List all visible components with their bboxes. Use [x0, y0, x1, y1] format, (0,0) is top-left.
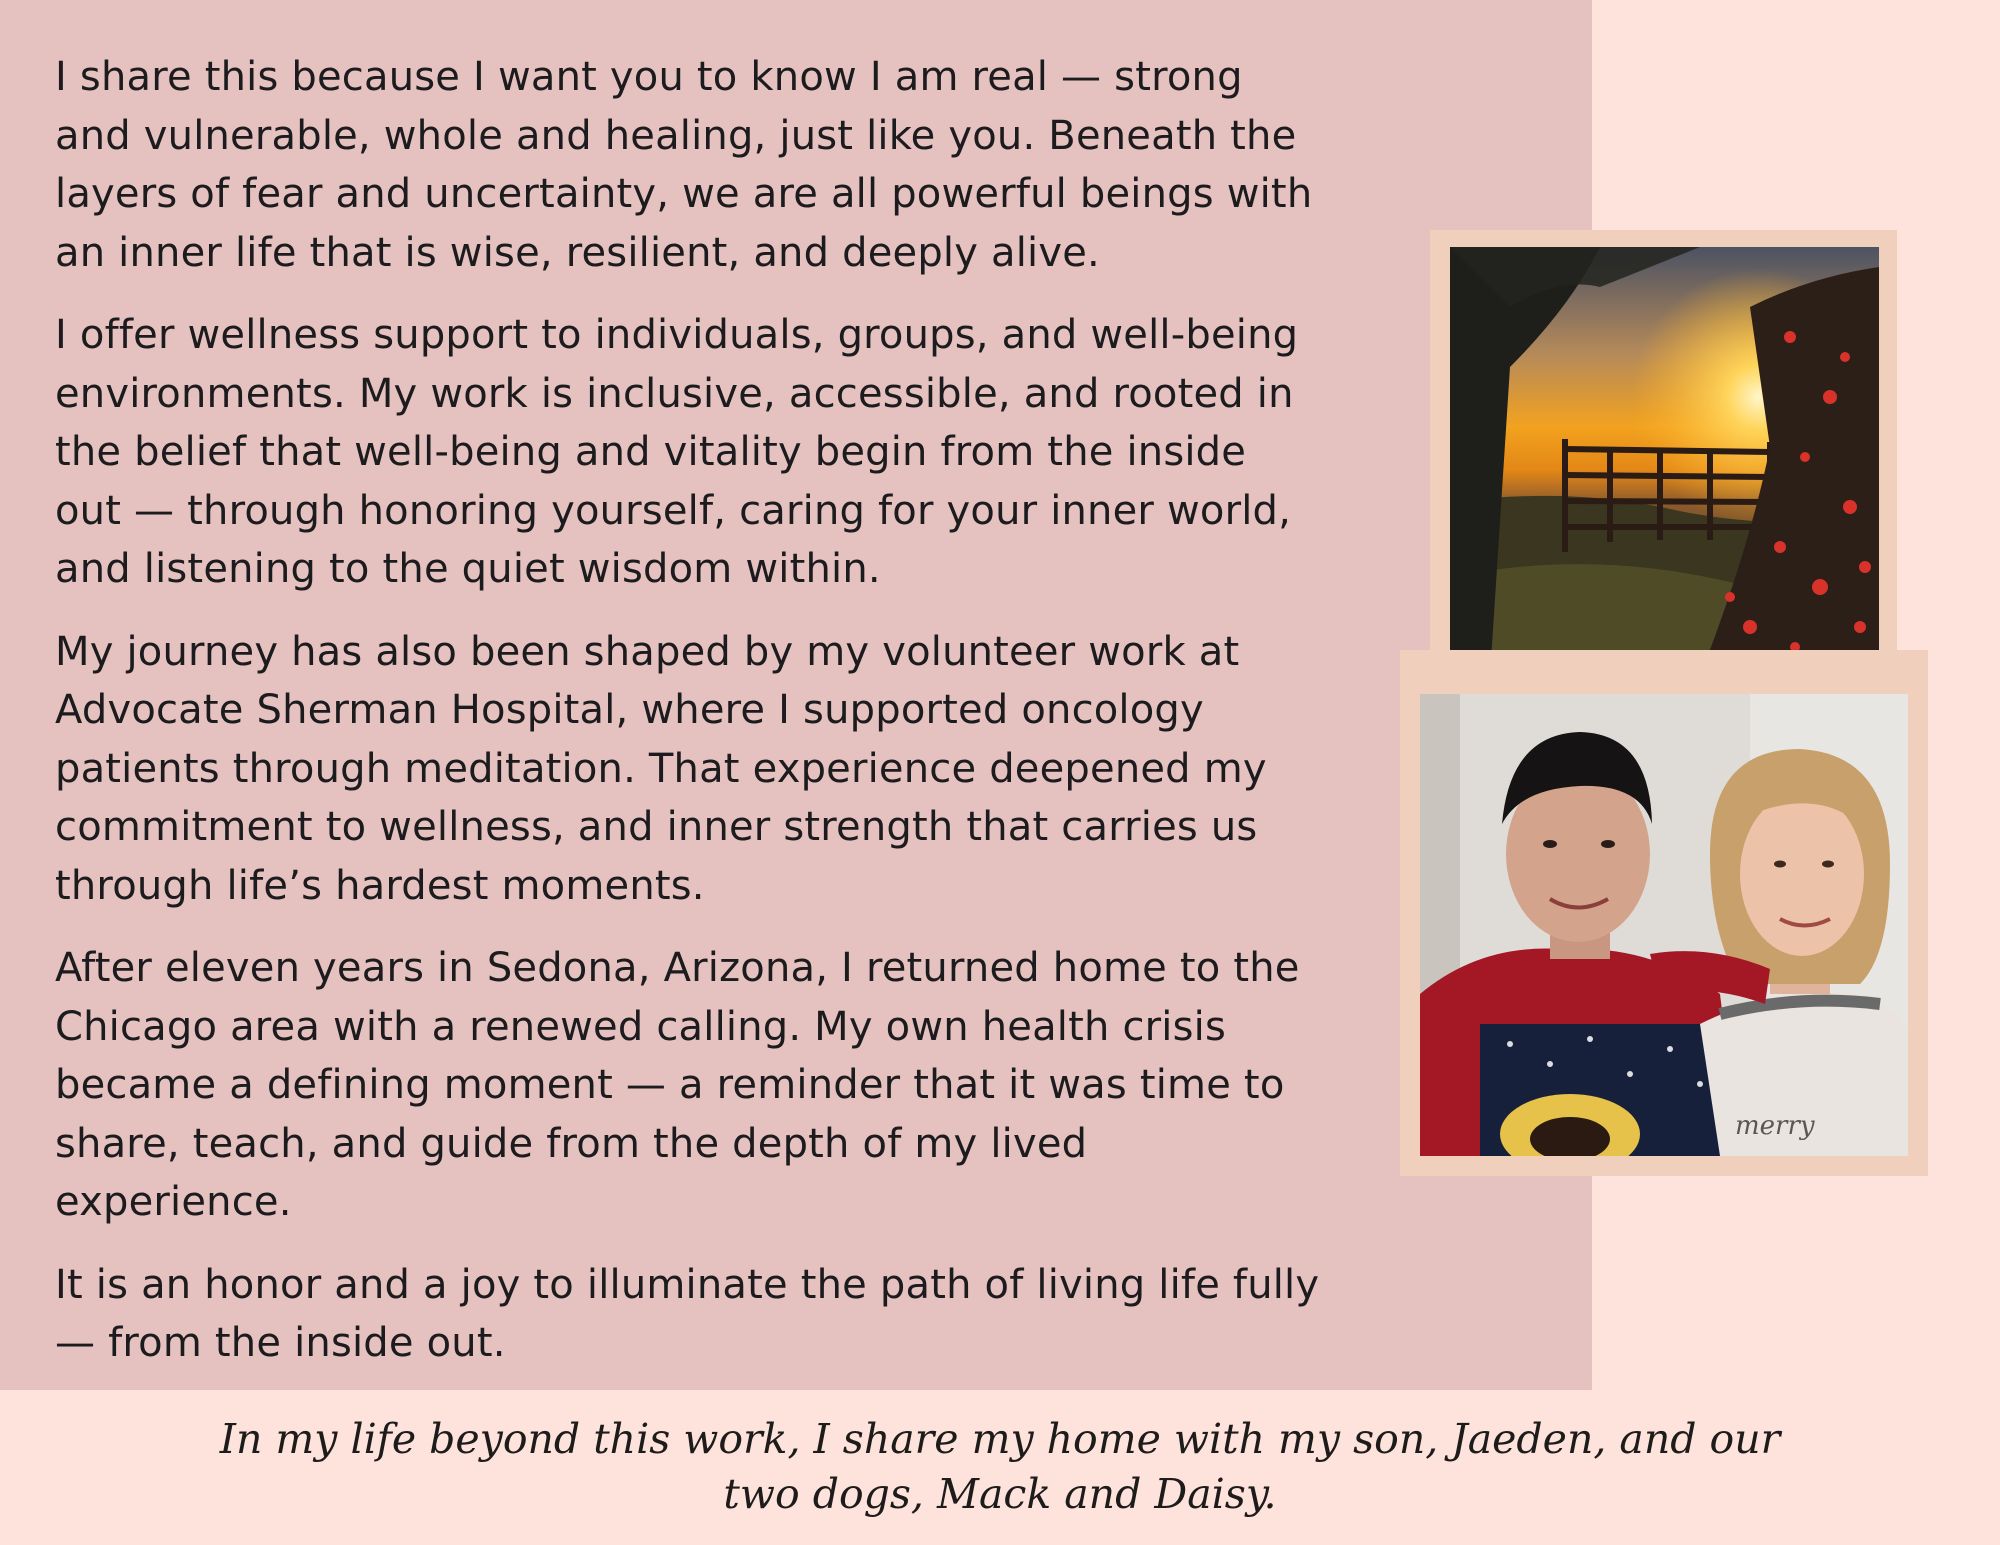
caption — [0, 1412, 2000, 1522]
paragraph-line: experience. — [55, 1179, 292, 1225]
paragraph-line: through life’s hardest moments. — [55, 862, 705, 909]
paragraph-line: commitment to wellness, and inner strength that carries us — [55, 804, 1258, 850]
paragraph-real — [55, 48, 1415, 282]
paragraph-line: I offer wellness support to individuals, groups, and well-being — [55, 312, 1299, 358]
mother-son-portrait-photo — [1420, 694, 1908, 1156]
paragraph-line: and vulnerable, whole and healing, just like you. Beneath the — [55, 112, 1297, 159]
paragraph-line: environments. My work is inclusive, accessible, and rooted in — [55, 370, 1294, 417]
paragraph-wellness-support — [55, 306, 1415, 599]
paragraph-line: share, teach, and guide from the depth of my lived — [55, 1120, 1088, 1167]
paragraph-line: Advocate Sherman Hospital, where I supported oncology — [55, 687, 1204, 733]
paragraph-line: It is an honor and a joy to illuminate the path of living life fully — [55, 1261, 1320, 1308]
paragraph-line: After eleven years in Sedona, Arizona, I returned home to the — [55, 945, 1300, 991]
paragraph-sedona — [55, 939, 1415, 1232]
svg-text:merry: merry — [1735, 1111, 1815, 1141]
paragraph-line: My journey has also been shaped by my volunteer work at — [55, 628, 1240, 675]
paragraph-line: out — through honoring yourself, caring for your inner world, — [55, 487, 1292, 534]
paragraph-volunteer — [55, 623, 1415, 916]
paragraph-line: — from the inside out. — [55, 1320, 506, 1366]
paragraph-line: an inner life that is wise, resilient, and deeply alive. — [55, 229, 1100, 276]
paragraph-line: Chicago area with a renewed calling. My own health crisis — [55, 1003, 1227, 1050]
paragraph-line: patients through meditation. That experience deepened my — [55, 745, 1267, 792]
body-text — [55, 48, 1415, 1397]
paragraph-honor — [55, 1256, 1415, 1373]
sunset-gate-photo — [1450, 247, 1879, 676]
paragraph-line: and listening to the quiet wisdom within. — [55, 546, 881, 592]
caption-line-1: In my life beyond this work, I share my home with my son, Jaeden, and our — [219, 1415, 1781, 1463]
paragraph-line: the belief that well-being and vitality begin from the inside — [55, 429, 1247, 475]
paragraph-line: layers of fear and uncertainty, we are all powerful beings with — [55, 171, 1313, 217]
caption-line-2: two dogs, Mack and Daisy. — [723, 1470, 1277, 1518]
paragraph-line: became a defining moment — a reminder that it was time to — [55, 1062, 1285, 1108]
paragraph-line: I share this because I want you to know I am real — strong — [55, 54, 1243, 100]
